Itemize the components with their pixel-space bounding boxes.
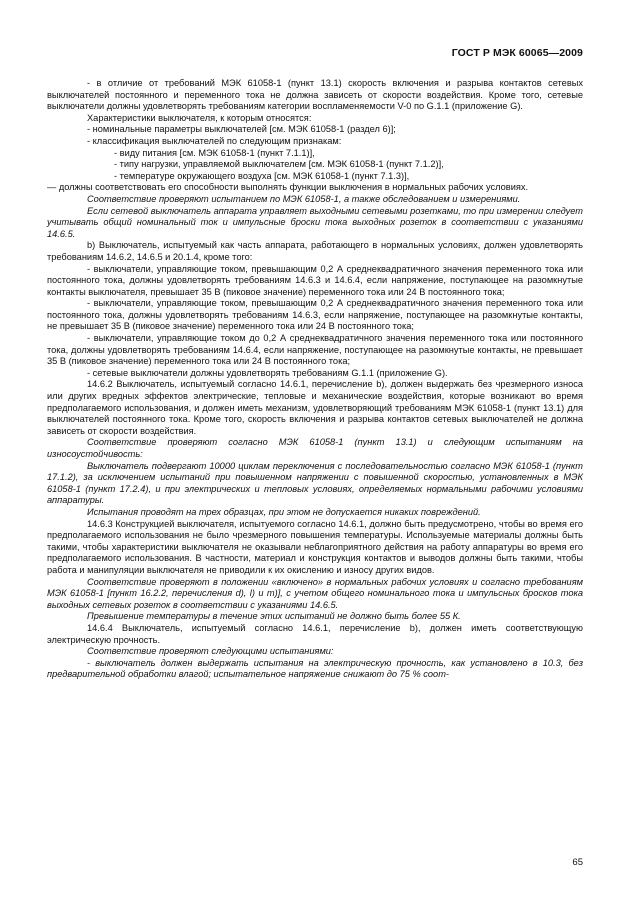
paragraph: 14.6.2 Выключатель, испытуемый согласно 14.6.1, перечисление b), должен выдержать без чрезмерного износа или других вредных эффектов электрические, тепловые и механические воздействия, которые возникают во время предполагаемого использования, и должен иметь механизм, удовлетворяющий требованиям МЭК 61058-1 (пункт 13.1) для выключателей постоянного тока. Кроме того, скорость включения и разрыва контактов сетевых выключателей не должна зависеть от скорости воздействия. — [47, 379, 583, 436]
paragraph: b) Выключатель, испытуемый как часть аппарата, работающего в нормальных условиях, должен удовлетворять требованиям 14.6.2, 14.6.5 и 20.1.4, кроме того: — [47, 240, 583, 262]
paragraph: Соответствие проверяют испытанием по МЭК 61058-1, а также обследованием и измерениями. — [87, 193, 521, 204]
body-text — [47, 78, 583, 681]
paragraph: - типу нагрузки, управляемой выключателем [см. МЭК 61058-1 (пункт 7.1.2)], — [114, 159, 444, 170]
paragraph: - выключатели, управляющие током до 0,2 А среднеквадратичного значения переменного тока или постоянного тока, должны удовлетворять требованиям 14.6.4, если напряжение, поступающее на разомкнутые контакты, не превышает 35 В (пиковое значение) переменного тока или 24 В постоянного тока; — [47, 333, 583, 367]
paragraph: 14.6.3 Конструкцией выключателя, испытуемого согласно 14.6.1, должно быть предусмотрено, чтобы во время его предполагаемого использования не было чрезмерного повышения температуры. Используемые материалы должны быть такими, чтобы характеристики выключателя не оказывали неблагоприятного действия на работу аппаратуры во время его предполагаемого использования. В частности, материал и конструкция контактов и выводов должны быть такими, чтобы работа и манипуляции выключателя не приводили к их окислению и износу других видов. — [47, 518, 583, 575]
paragraph: Превышение температуры в течение этих испытаний не должно быть более 55 К. — [87, 611, 461, 622]
paragraph: Соответствие проверяют согласно МЭК 61058-1 (пункт 13.1) и следующим испытаниям на износоустойчивость: — [47, 437, 583, 459]
paragraph: Испытания проводят на трех образцах, при этом не допускается никаких повреждений. — [87, 506, 481, 517]
paragraph: Соответствие проверяют в положении «включено» в нормальных рабочих условиях и согласно требованиям МЭК 61058-1 [пункт 16.2.2, перечисления d), l) и m)], с учетом общего номинального тока и импульсных бросков тока выходных сетевых розеток в соответствии с указаниями 14.6.5. — [47, 576, 583, 610]
paragraph: Соответствие проверяют следующими испытаниями: — [87, 646, 334, 657]
paragraph: Характеристики выключателя, к которым относятся: — [87, 112, 312, 123]
paragraph: - температуре окружающего воздуха [см. МЭК 61058-1 (пункт 7.1.3)], — [114, 170, 410, 181]
paragraph: - сетевые выключатели должны удовлетворять требованиям G.1.1 (приложение G). — [87, 367, 448, 378]
paragraph: - выключатель должен выдержать испытания на электрическую прочность, как установлено в 10.3, без предварительной обработки влагой; испытательное напряжение снижают до 75 % соот- — [47, 657, 583, 680]
paragraph: Выключатель подвергают 10000 циклам переключения с последовательностью согласно МЭК 61058-1 (пункт 17.1.2), за исключением испытаний при повышенном напряжении с повышенной скоростью, установленных в МЭК 61058-1 (пункт 17.2.4), и при электрических и тепловых условиях, определяемых нормальными рабочими условиями аппаратуры. — [47, 460, 583, 506]
page-number: 65 — [572, 857, 583, 868]
paragraph: - классификация выключателей по следующим признакам: — [87, 135, 342, 146]
standard-header: ГОСТ Р МЭК 60065—2009 — [451, 47, 583, 59]
paragraph: - выключатели, управляющие током, превышающим 0,2 А среднеквадратичного значения переменного тока или постоянного тока, должны удовлетворять требованиям 14.6.3 и 14.6.4, если напряжение, поступающее на разомкнутые контакты выключателя, превышает 35 В (пиковое значение) переменного тока или 24 В постоянного тока; — [47, 263, 583, 297]
paragraph: 14.6.4 Выключатель, испытуемый согласно 14.6.1, перечисление b), должен иметь соответствующую электрическую прочность. — [47, 622, 583, 645]
paragraph: - выключатели, управляющие током, превышающим 0,2 А среднеквадратичного значения переменного тока или постоянного тока, должны удовлетворять требованиям 14.6.3, если напряжение, поступающее на разомкнутые контакты, не превышает 35 В (пиковое значение) переменного тока или 24 В постоянного тока; — [47, 298, 583, 332]
paragraph: — должны соответствовать его способности выполнять функции выключения в нормальных рабочих условиях. — [47, 182, 529, 193]
paragraph: Если сетевой выключатель аппарата управляет выходными сетевыми розетками, то при измерении следует учитывать общий номинальный ток и импульсные броски тока выходных розеток в соответствии с указаниями 14.6.5. — [47, 205, 584, 239]
paragraph: - виду питания [см. МЭК 61058-1 (пункт 7.1.1)], — [114, 147, 315, 158]
paragraph: - номинальные параметры выключателей [см. МЭК 61058-1 (раздел 6)]; — [87, 124, 396, 135]
paragraph: - в отличие от требований МЭК 61058-1 (пункт 13.1) скорость включения и разрыва контактов сетевых выключателей постоянного и переменного тока не должна зависеть от скорости воздействия. Кроме того, сетевые выключатели должны удовлетворять требованиям категории воспламеняемости V-0 по G.1.1 (приложение G). — [47, 78, 583, 112]
